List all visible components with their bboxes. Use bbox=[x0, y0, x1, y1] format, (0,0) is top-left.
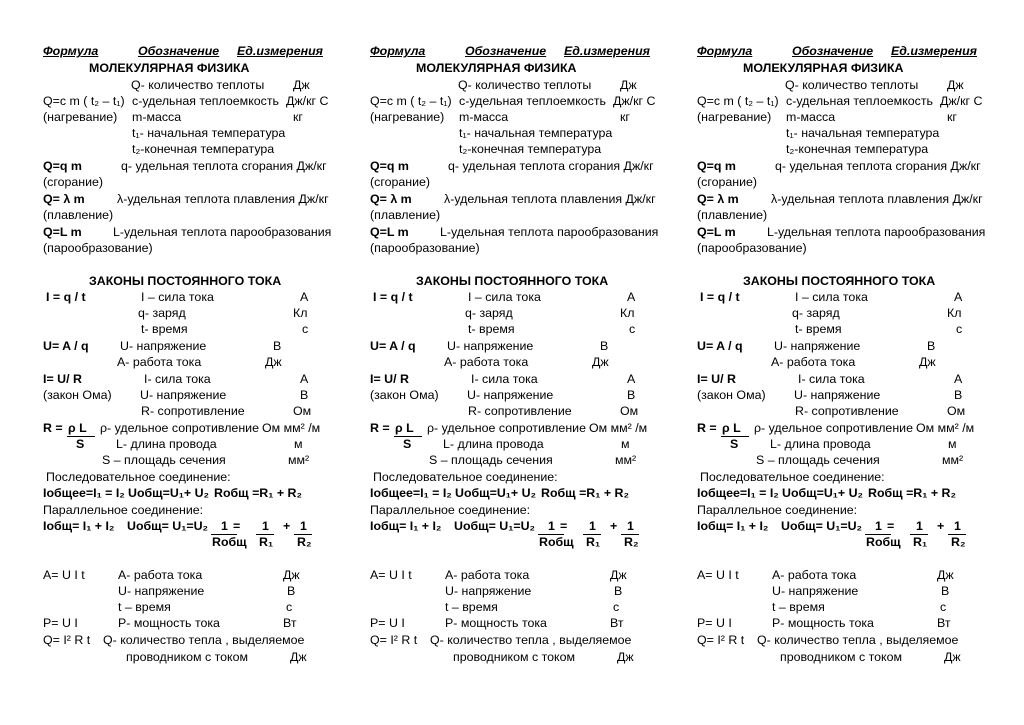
work-formula: А= U I t bbox=[370, 568, 412, 582]
power-name: P- мощность тока bbox=[118, 616, 220, 630]
q-charge: q- заряд bbox=[465, 306, 513, 320]
unit-joule-2: Дж bbox=[919, 355, 936, 369]
r-name: R- сопротивление bbox=[795, 404, 899, 418]
frac2-denominator: R₁ bbox=[259, 535, 274, 549]
unit-meter: м bbox=[294, 437, 303, 451]
frac3-denominator: R₂ bbox=[951, 535, 966, 549]
parallel-voltage: Uобщ= U₁=U₂ bbox=[127, 519, 209, 533]
rho-unit: Ом мм² /м bbox=[589, 421, 648, 435]
i-name-2: I- сила тока bbox=[144, 372, 211, 386]
frac2-numerator: 1 bbox=[589, 519, 596, 533]
L-length: L- длина провода bbox=[443, 437, 544, 451]
equals-sign: = bbox=[233, 519, 241, 533]
unit-joule-4: Дж bbox=[617, 650, 634, 664]
frac2-numerator: 1 bbox=[262, 519, 269, 533]
q-specific-name: q- удельная теплота сгорания Дж/кг bbox=[121, 159, 327, 173]
unit-ampere-2: А bbox=[954, 372, 963, 386]
melting-formula: Q= λ m bbox=[43, 192, 85, 206]
unit-second-2: с bbox=[940, 600, 947, 614]
frac3-denominator: R₂ bbox=[297, 535, 312, 549]
u-name-2: U- напряжение bbox=[794, 388, 881, 402]
section-title-dc: ЗАКОНЫ ПОСТОЯННОГО ТОКА bbox=[89, 274, 282, 288]
unit-volt: В bbox=[273, 339, 282, 353]
series-voltage: Uобщ=U₁+ U₂ bbox=[782, 486, 864, 500]
frac1-denominator: Rобщ bbox=[539, 535, 574, 549]
unit-watt: Вт bbox=[283, 616, 297, 630]
voltage-formula: U= A / q bbox=[370, 339, 416, 353]
unit-joule-3: Дж bbox=[610, 568, 627, 582]
i-name: I – сила тока bbox=[141, 290, 214, 304]
L-name: L-удельная теплота парообразования bbox=[440, 225, 659, 239]
header-units: Ед.измерения bbox=[891, 44, 977, 58]
equals-sign: = bbox=[887, 519, 895, 533]
heating-formula: Q=c m ( t₂ – t₁) bbox=[370, 94, 452, 108]
header-designation: Обозначение bbox=[792, 44, 874, 58]
section-title-dc: ЗАКОНЫ ПОСТОЯННОГО ТОКА bbox=[743, 274, 936, 288]
L-length: L- длина провода bbox=[770, 437, 871, 451]
melting-label: (плавление) bbox=[43, 208, 114, 222]
unit-joule-4: Дж bbox=[290, 650, 307, 664]
joule-formula: Q= I² R t bbox=[43, 633, 91, 647]
t2-name: t₂-конечная температура bbox=[132, 142, 275, 156]
unit-joule-3: Дж bbox=[937, 568, 954, 582]
unit-ampere: А bbox=[300, 290, 309, 304]
resistance-formula-lhs: R = bbox=[370, 421, 390, 435]
melting-label: (плавление) bbox=[697, 208, 768, 222]
combustion-label: (сгорание) bbox=[43, 175, 104, 189]
t1-name: t₁- начальная температура bbox=[786, 126, 940, 140]
unit-meter: м bbox=[621, 437, 630, 451]
u-name-3: U- напряжение bbox=[772, 584, 859, 598]
unit-volt-2: В bbox=[627, 388, 636, 402]
parallel-voltage: Uобщ= U₁=U₂ bbox=[454, 519, 536, 533]
frac1-numerator: 1 bbox=[548, 519, 555, 533]
unit-ohm: Ом bbox=[947, 404, 966, 418]
c-unit: Дж/кг С bbox=[613, 94, 656, 108]
lambda-name: λ-удельная теплота плавления Дж/кг bbox=[117, 192, 329, 206]
heating-label: (нагревание) bbox=[370, 110, 445, 124]
frac1-numerator: 1 bbox=[875, 519, 882, 533]
c-unit: Дж/кг С bbox=[286, 94, 329, 108]
frac2-denominator: R₁ bbox=[586, 535, 601, 549]
L-length: L- длина провода bbox=[116, 437, 217, 451]
joule-name-2: проводником с током bbox=[126, 650, 248, 664]
i-name-2: I- сила тока bbox=[471, 372, 538, 386]
unit-volt: В bbox=[600, 339, 609, 353]
joule-name-2: проводником с током bbox=[780, 650, 902, 664]
unit-second: с bbox=[302, 322, 309, 336]
rho-name: ρ- удельное сопротивление bbox=[100, 421, 259, 435]
vaporization-label: (парообразование) bbox=[697, 241, 807, 255]
q-name: Q- количество теплоты bbox=[785, 78, 919, 92]
resistance-denominator: S bbox=[403, 437, 412, 451]
a-work: А- работа тока bbox=[771, 355, 856, 369]
unit-joule-4: Дж bbox=[944, 650, 961, 664]
header-formula: Формула bbox=[370, 44, 426, 58]
unit-ampere: А bbox=[954, 290, 963, 304]
unit-mm2: мм² bbox=[288, 453, 310, 467]
unit-volt-2: В bbox=[300, 388, 309, 402]
r-name: R- сопротивление bbox=[468, 404, 572, 418]
combustion-formula: Q=q m bbox=[43, 159, 82, 173]
q-charge: q- заряд bbox=[138, 306, 186, 320]
joule-name-2: проводником с током bbox=[453, 650, 575, 664]
rho-unit: Ом мм² /м bbox=[262, 421, 321, 435]
series-current: Iобщее=I₁ = I₂ bbox=[370, 486, 452, 500]
unit-volt: В bbox=[927, 339, 936, 353]
parallel-current: Iобщ= I₁ + I₂ bbox=[370, 519, 442, 533]
unit-watt: Вт bbox=[610, 616, 624, 630]
work-name: А- работа тока bbox=[445, 568, 530, 582]
rho-unit: Ом мм² /м bbox=[916, 421, 975, 435]
unit-ohm: Ом bbox=[620, 404, 639, 418]
parallel-title: Параллельное соединение: bbox=[43, 503, 204, 517]
header-designation: Обозначение bbox=[465, 44, 547, 58]
power-formula: P= U I bbox=[370, 616, 405, 630]
series-title: Последовательное соединение: bbox=[373, 470, 558, 484]
heating-label: (нагревание) bbox=[43, 110, 118, 124]
unit-second: с bbox=[629, 322, 636, 336]
joule-name: Q- количество тепла , выделяемое bbox=[430, 633, 632, 647]
frac1-numerator: 1 bbox=[221, 519, 228, 533]
frac3-denominator: R₂ bbox=[624, 535, 639, 549]
header-units: Ед.измерения bbox=[564, 44, 650, 58]
vaporization-formula: Q=L m bbox=[43, 225, 82, 239]
power-name: P- мощность тока bbox=[445, 616, 547, 630]
resistance-numerator: ρ L bbox=[395, 421, 414, 435]
combustion-label: (сгорание) bbox=[370, 175, 431, 189]
joule-formula: Q= I² R t bbox=[697, 633, 745, 647]
unit-kg: кг bbox=[293, 110, 303, 124]
parallel-title: Параллельное соединение: bbox=[370, 503, 531, 517]
frac2-numerator: 1 bbox=[916, 519, 923, 533]
resistance-formula-lhs: R = bbox=[697, 421, 717, 435]
t-time: t- время bbox=[468, 322, 515, 336]
combustion-label: (сгорание) bbox=[697, 175, 758, 189]
i-name: I – сила тока bbox=[795, 290, 868, 304]
vaporization-label: (парообразование) bbox=[370, 241, 480, 255]
resistance-numerator: ρ L bbox=[68, 421, 87, 435]
melting-formula: Q= λ m bbox=[697, 192, 739, 206]
frac1-denominator: Rобщ bbox=[866, 535, 901, 549]
c-name: с-удельная теплоемкость bbox=[459, 94, 606, 108]
unit-ampere-2: А bbox=[627, 372, 636, 386]
heating-label: (нагревание) bbox=[697, 110, 772, 124]
unit-volt-2: В bbox=[954, 388, 963, 402]
work-formula: А= U I t bbox=[43, 568, 85, 582]
section-title-molecular: МОЛЕКУЛЯРНАЯ ФИЗИКА bbox=[416, 61, 577, 75]
resistance-numerator: ρ L bbox=[722, 421, 741, 435]
u-name-3: U- напряжение bbox=[118, 584, 205, 598]
section-title-molecular: МОЛЕКУЛЯРНАЯ ФИЗИКА bbox=[743, 61, 904, 75]
unit-ampere-2: А bbox=[300, 372, 309, 386]
heating-formula: Q=c m ( t₂ – t₁) bbox=[697, 94, 779, 108]
u-name-2: U- напряжение bbox=[140, 388, 227, 402]
series-current: Iобщее=I₁ = I₂ bbox=[697, 486, 779, 500]
unit-coulomb: Кл bbox=[620, 306, 635, 320]
plus-sign: + bbox=[283, 519, 291, 533]
joule-name: Q- количество тепла , выделяемое bbox=[103, 633, 305, 647]
frac1-denominator: Rобщ bbox=[212, 535, 247, 549]
q-charge: q- заряд bbox=[792, 306, 840, 320]
unit-mm2: мм² bbox=[615, 453, 637, 467]
plus-sign: + bbox=[610, 519, 618, 533]
q-specific-name: q- удельная теплота сгорания Дж/кг bbox=[775, 159, 981, 173]
t1-name: t₁- начальная температура bbox=[459, 126, 613, 140]
formula-sheet-column bbox=[43, 0, 373, 725]
unit-coulomb: Кл bbox=[947, 306, 962, 320]
c-name: с-удельная теплоемкость bbox=[132, 94, 279, 108]
unit-ohm: Ом bbox=[293, 404, 312, 418]
m-name: m-масса bbox=[132, 110, 182, 124]
header-formula: Формула bbox=[43, 44, 99, 58]
joule-formula: Q= I² R t bbox=[370, 633, 418, 647]
u-name: U- напряжение bbox=[774, 339, 861, 353]
q-name: Q- количество теплоты bbox=[458, 78, 592, 92]
q-name: Q- количество теплоты bbox=[131, 78, 265, 92]
S-area: S – площадь сечения bbox=[756, 453, 880, 467]
ohm-formula: I= U/ R bbox=[43, 372, 82, 386]
ohm-law-label: (закон Ома) bbox=[697, 388, 766, 402]
work-name: А- работа тока bbox=[118, 568, 203, 582]
current-formula: I = q / t bbox=[46, 290, 86, 304]
t-time-2: t – время bbox=[445, 600, 498, 614]
unit-joule-2: Дж bbox=[592, 355, 609, 369]
u-name-2: U- напряжение bbox=[467, 388, 554, 402]
i-name: I – сила тока bbox=[468, 290, 541, 304]
u-name: U- напряжение bbox=[120, 339, 207, 353]
c-unit: Дж/кг С bbox=[940, 94, 983, 108]
ohm-formula: I= U/ R bbox=[697, 372, 736, 386]
m-name: m-масса bbox=[459, 110, 509, 124]
section-title-molecular: МОЛЕКУЛЯРНАЯ ФИЗИКА bbox=[89, 61, 250, 75]
melting-formula: Q= λ m bbox=[370, 192, 412, 206]
current-formula: I = q / t bbox=[700, 290, 740, 304]
resistance-denominator: S bbox=[730, 437, 739, 451]
joule-name: Q- количество тепла , выделяемое bbox=[757, 633, 959, 647]
t2-name: t₂-конечная температура bbox=[459, 142, 602, 156]
header-formula: Формула bbox=[697, 44, 753, 58]
unit-second-2: с bbox=[286, 600, 293, 614]
t-time-2: t – время bbox=[772, 600, 825, 614]
unit-mm2: мм² bbox=[942, 453, 964, 467]
series-title: Последовательное соединение: bbox=[700, 470, 885, 484]
resistance-denominator: S bbox=[76, 437, 85, 451]
unit-volt-3: В bbox=[287, 584, 296, 598]
parallel-current: Iобщ= I₁ + I₂ bbox=[43, 519, 115, 533]
unit-joule: Дж bbox=[947, 78, 964, 92]
frac3-numerator: 1 bbox=[300, 519, 307, 533]
unit-second: с bbox=[956, 322, 963, 336]
melting-label: (плавление) bbox=[370, 208, 441, 222]
unit-volt-3: В bbox=[941, 584, 950, 598]
unit-kg: кг bbox=[620, 110, 630, 124]
ohm-formula: I= U/ R bbox=[370, 372, 409, 386]
rho-name: ρ- удельное сопротивление bbox=[427, 421, 586, 435]
t-time: t- время bbox=[795, 322, 842, 336]
equals-sign: = bbox=[560, 519, 568, 533]
vaporization-formula: Q=L m bbox=[697, 225, 736, 239]
a-work: А- работа тока bbox=[117, 355, 202, 369]
t-time: t- время bbox=[141, 322, 188, 336]
t1-name: t₁- начальная температура bbox=[132, 126, 286, 140]
a-work: А- работа тока bbox=[444, 355, 529, 369]
ohm-law-label: (закон Ома) bbox=[43, 388, 112, 402]
q-specific-name: q- удельная теплота сгорания Дж/кг bbox=[448, 159, 654, 173]
series-voltage: Uобщ=U₁+ U₂ bbox=[128, 486, 210, 500]
plus-sign: + bbox=[937, 519, 945, 533]
S-area: S – площадь сечения bbox=[102, 453, 226, 467]
t2-name: t₂-конечная температура bbox=[786, 142, 929, 156]
voltage-formula: U= A / q bbox=[697, 339, 743, 353]
resistance-formula-lhs: R = bbox=[43, 421, 63, 435]
series-current: Iобщее=I₁ = I₂ bbox=[43, 486, 125, 500]
L-name: L-удельная теплота парообразования bbox=[767, 225, 986, 239]
frac3-numerator: 1 bbox=[954, 519, 961, 533]
rho-name: ρ- удельное сопротивление bbox=[754, 421, 913, 435]
unit-second-2: с bbox=[613, 600, 620, 614]
series-voltage: Uобщ=U₁+ U₂ bbox=[455, 486, 537, 500]
S-area: S – площадь сечения bbox=[429, 453, 553, 467]
unit-meter: м bbox=[948, 437, 957, 451]
u-name-3: U- напряжение bbox=[445, 584, 532, 598]
power-formula: P= U I bbox=[697, 616, 732, 630]
lambda-name: λ-удельная теплота плавления Дж/кг bbox=[444, 192, 656, 206]
series-resistance: Rобщ =R₁ + R₂ bbox=[868, 486, 956, 500]
parallel-voltage: Uобщ= U₁=U₂ bbox=[781, 519, 863, 533]
unit-kg: кг bbox=[947, 110, 957, 124]
power-name: P- мощность тока bbox=[772, 616, 874, 630]
current-formula: I = q / t bbox=[373, 290, 413, 304]
series-resistance: Rобщ =R₁ + R₂ bbox=[214, 486, 302, 500]
formula-sheet-column bbox=[697, 0, 1024, 725]
unit-coulomb: Кл bbox=[293, 306, 308, 320]
voltage-formula: U= A / q bbox=[43, 339, 89, 353]
lambda-name: λ-удельная теплота плавления Дж/кг bbox=[771, 192, 983, 206]
frac2-denominator: R₁ bbox=[913, 535, 928, 549]
unit-joule: Дж bbox=[293, 78, 310, 92]
unit-ampere: А bbox=[627, 290, 636, 304]
heating-formula: Q=c m ( t₂ – t₁) bbox=[43, 94, 125, 108]
parallel-title: Параллельное соединение: bbox=[697, 503, 858, 517]
L-name: L-удельная теплота парообразования bbox=[113, 225, 332, 239]
u-name: U- напряжение bbox=[447, 339, 534, 353]
work-formula: А= U I t bbox=[697, 568, 739, 582]
work-name: А- работа тока bbox=[772, 568, 857, 582]
vaporization-formula: Q=L m bbox=[370, 225, 409, 239]
section-title-dc: ЗАКОНЫ ПОСТОЯННОГО ТОКА bbox=[416, 274, 609, 288]
combustion-formula: Q=q m bbox=[697, 159, 736, 173]
series-resistance: Rобщ =R₁ + R₂ bbox=[541, 486, 629, 500]
unit-watt: Вт bbox=[937, 616, 951, 630]
combustion-formula: Q=q m bbox=[370, 159, 409, 173]
frac3-numerator: 1 bbox=[627, 519, 634, 533]
header-units: Ед.измерения bbox=[237, 44, 323, 58]
header-designation: Обозначение bbox=[138, 44, 220, 58]
unit-joule-3: Дж bbox=[283, 568, 300, 582]
parallel-current: Iобщ= I₁ + I₂ bbox=[697, 519, 769, 533]
r-name: R- сопротивление bbox=[141, 404, 245, 418]
c-name: с-удельная теплоемкость bbox=[786, 94, 933, 108]
unit-volt-3: В bbox=[614, 584, 623, 598]
i-name-2: I- сила тока bbox=[798, 372, 865, 386]
formula-sheet-column bbox=[370, 0, 700, 725]
m-name: m-масса bbox=[786, 110, 836, 124]
unit-joule-2: Дж bbox=[265, 355, 282, 369]
vaporization-label: (парообразование) bbox=[43, 241, 153, 255]
unit-joule: Дж bbox=[620, 78, 637, 92]
series-title: Последовательное соединение: bbox=[46, 470, 231, 484]
power-formula: P= U I bbox=[43, 616, 78, 630]
ohm-law-label: (закон Ома) bbox=[370, 388, 439, 402]
t-time-2: t – время bbox=[118, 600, 171, 614]
